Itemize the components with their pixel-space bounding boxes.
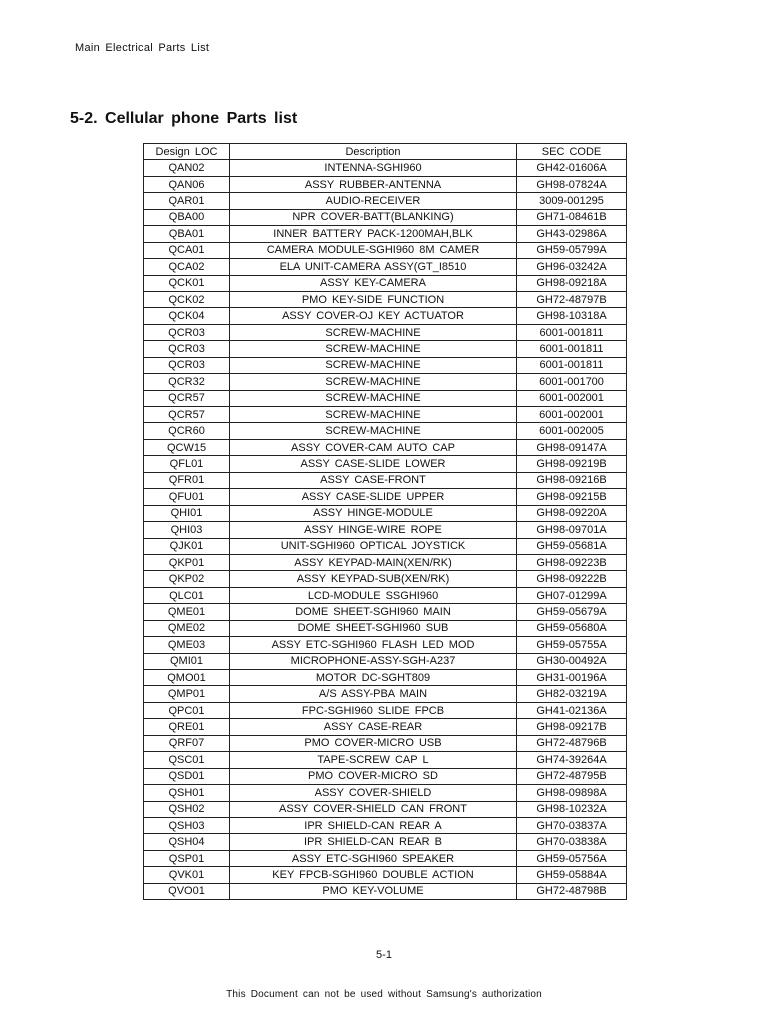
cell-description: PMO KEY-VOLUME (230, 883, 517, 899)
cell-sec-code: 6001-002001 (517, 390, 627, 406)
table-row (144, 834, 627, 850)
table-row (144, 538, 627, 554)
cell-description: UNIT-SGHI960 OPTICAL JOYSTICK (230, 538, 517, 554)
cell-sec-code: GH43-02986A (517, 226, 627, 242)
table-row (144, 587, 627, 603)
cell-description: SCREW-MACHINE (230, 357, 517, 373)
table-row (144, 390, 627, 406)
cell-design-loc: QAR01 (144, 193, 230, 209)
cell-design-loc: QKP01 (144, 554, 230, 570)
cell-sec-code: GH59-05884A (517, 867, 627, 883)
table-row (144, 817, 627, 833)
cell-design-loc: QSH03 (144, 817, 230, 833)
cell-design-loc: QCW15 (144, 439, 230, 455)
cell-design-loc: QAN02 (144, 160, 230, 176)
cell-design-loc: QHI03 (144, 522, 230, 538)
cell-sec-code: 6001-001700 (517, 374, 627, 390)
cell-sec-code: GH98-09219B (517, 456, 627, 472)
cell-description: SCREW-MACHINE (230, 374, 517, 390)
cell-design-loc: QRE01 (144, 719, 230, 735)
cell-design-loc: QFU01 (144, 489, 230, 505)
page-number: 5-1 (376, 949, 392, 961)
cell-description: CAMERA MODULE-SGHI960 8M CAMER (230, 242, 517, 258)
cell-sec-code: 6001-001811 (517, 341, 627, 357)
cell-description: SCREW-MACHINE (230, 423, 517, 439)
table-row (144, 571, 627, 587)
cell-description: ASSY ETC-SGHI960 SPEAKER (230, 850, 517, 866)
cell-design-loc: QPC01 (144, 702, 230, 718)
cell-sec-code: GH72-48795B (517, 768, 627, 784)
table-row (144, 522, 627, 538)
cell-design-loc: QFR01 (144, 472, 230, 488)
cell-sec-code: GH98-09222B (517, 571, 627, 587)
cell-sec-code: GH59-05681A (517, 538, 627, 554)
column-header-sec-code: SEC CODE (517, 144, 627, 160)
cell-description: TAPE-SCREW CAP L (230, 752, 517, 768)
parts-table-header (144, 144, 627, 160)
cell-sec-code: GH98-10318A (517, 308, 627, 324)
cell-description: FPC-SGHI960 SLIDE FPCB (230, 702, 517, 718)
cell-design-loc: QCK02 (144, 291, 230, 307)
cell-sec-code: GH07-01299A (517, 587, 627, 603)
cell-design-loc: QSC01 (144, 752, 230, 768)
cell-description: IPR SHIELD-CAN REAR B (230, 834, 517, 850)
cell-sec-code: GH98-09701A (517, 522, 627, 538)
table-row (144, 653, 627, 669)
cell-sec-code: GH72-48797B (517, 291, 627, 307)
cell-sec-code: GH98-10232A (517, 801, 627, 817)
cell-description: ASSY COVER-SHIELD (230, 785, 517, 801)
table-row (144, 752, 627, 768)
cell-design-loc: QAN06 (144, 176, 230, 192)
table-row (144, 456, 627, 472)
table-row (144, 604, 627, 620)
cell-design-loc: QCR03 (144, 357, 230, 373)
cell-design-loc: QRF07 (144, 735, 230, 751)
cell-description: IPR SHIELD-CAN REAR A (230, 817, 517, 833)
cell-description: ASSY KEYPAD-MAIN(XEN/RK) (230, 554, 517, 570)
column-header-description: Description (230, 144, 517, 160)
cell-design-loc: QJK01 (144, 538, 230, 554)
cell-sec-code: 6001-001811 (517, 357, 627, 373)
cell-design-loc: QME01 (144, 604, 230, 620)
cell-sec-code: 3009-001295 (517, 193, 627, 209)
table-row (144, 291, 627, 307)
cell-design-loc: QSD01 (144, 768, 230, 784)
cell-sec-code: GH98-09223B (517, 554, 627, 570)
cell-design-loc: QBA01 (144, 226, 230, 242)
cell-description: DOME SHEET-SGHI960 MAIN (230, 604, 517, 620)
table-row (144, 423, 627, 439)
cell-design-loc: QME02 (144, 620, 230, 636)
cell-sec-code: GH42-01606A (517, 160, 627, 176)
header-row (144, 144, 627, 160)
cell-sec-code: GH59-05756A (517, 850, 627, 866)
cell-sec-code: GH96-03242A (517, 259, 627, 275)
cell-sec-code: GH98-09217B (517, 719, 627, 735)
cell-sec-code: GH70-03837A (517, 817, 627, 833)
cell-description: SCREW-MACHINE (230, 407, 517, 423)
cell-description: ELA UNIT-CAMERA ASSY(GT_I8510 (230, 259, 517, 275)
table-row (144, 160, 627, 176)
cell-design-loc: QCA01 (144, 242, 230, 258)
table-row (144, 768, 627, 784)
cell-sec-code: GH59-05755A (517, 637, 627, 653)
cell-description: ASSY KEY-CAMERA (230, 275, 517, 291)
cell-sec-code: GH31-00196A (517, 670, 627, 686)
cell-design-loc: QFL01 (144, 456, 230, 472)
cell-design-loc: QSH02 (144, 801, 230, 817)
cell-sec-code: GH72-48798B (517, 883, 627, 899)
cell-description: INTENNA-SGHI960 (230, 160, 517, 176)
table-row (144, 554, 627, 570)
table-row (144, 785, 627, 801)
cell-design-loc: QME03 (144, 637, 230, 653)
cell-sec-code: 6001-002005 (517, 423, 627, 439)
cell-sec-code: GH74-39264A (517, 752, 627, 768)
cell-description: ASSY CASE-SLIDE UPPER (230, 489, 517, 505)
cell-design-loc: QSP01 (144, 850, 230, 866)
cell-sec-code: GH98-09147A (517, 439, 627, 455)
cell-description: PMO COVER-MICRO SD (230, 768, 517, 784)
cell-design-loc: QCR57 (144, 407, 230, 423)
table-row (144, 259, 627, 275)
parts-table (143, 143, 627, 900)
table-row (144, 308, 627, 324)
table-row (144, 702, 627, 718)
cell-sec-code: GH59-05799A (517, 242, 627, 258)
cell-description: ASSY CASE-REAR (230, 719, 517, 735)
table-row (144, 489, 627, 505)
cell-design-loc: QBA00 (144, 209, 230, 225)
table-row (144, 637, 627, 653)
cell-description: LCD-MODULE SSGHI960 (230, 587, 517, 603)
cell-description: SCREW-MACHINE (230, 341, 517, 357)
table-row (144, 505, 627, 521)
cell-design-loc: QSH01 (144, 785, 230, 801)
cell-description: INNER BATTERY PACK-1200MAH,BLK (230, 226, 517, 242)
cell-description: ASSY COVER-OJ KEY ACTUATOR (230, 308, 517, 324)
table-row (144, 193, 627, 209)
table-row (144, 374, 627, 390)
cell-description: ASSY ETC-SGHI960 FLASH LED MOD (230, 637, 517, 653)
cell-description: PMO KEY-SIDE FUNCTION (230, 291, 517, 307)
cell-description: MOTOR DC-SGHT809 (230, 670, 517, 686)
table-row (144, 719, 627, 735)
cell-design-loc: QVO01 (144, 883, 230, 899)
cell-design-loc: QSH04 (144, 834, 230, 850)
running-header: Main Electrical Parts List (75, 42, 210, 54)
cell-description: ASSY COVER-SHIELD CAN FRONT (230, 801, 517, 817)
cell-sec-code: GH98-09218A (517, 275, 627, 291)
cell-description: ASSY RUBBER-ANTENNA (230, 176, 517, 192)
cell-sec-code: GH70-03838A (517, 834, 627, 850)
cell-sec-code: GH30-00492A (517, 653, 627, 669)
cell-description: AUDIO-RECEIVER (230, 193, 517, 209)
cell-sec-code: GH98-07824A (517, 176, 627, 192)
table-row (144, 226, 627, 242)
cell-sec-code: 6001-001811 (517, 324, 627, 340)
cell-description: MICROPHONE-ASSY-SGH-A237 (230, 653, 517, 669)
cell-description: ASSY CASE-SLIDE LOWER (230, 456, 517, 472)
cell-design-loc: QMI01 (144, 653, 230, 669)
cell-description: KEY FPCB-SGHI960 DOUBLE ACTION (230, 867, 517, 883)
table-row (144, 850, 627, 866)
section-title: 5-2. Cellular phone Parts list (70, 110, 298, 127)
table-row (144, 472, 627, 488)
column-header-design-loc: Design LOC (144, 144, 230, 160)
cell-sec-code: GH41-02136A (517, 702, 627, 718)
cell-design-loc: QCR03 (144, 341, 230, 357)
table-row (144, 620, 627, 636)
cell-design-loc: QVK01 (144, 867, 230, 883)
cell-sec-code: GH98-09216B (517, 472, 627, 488)
table-row (144, 867, 627, 883)
cell-sec-code: GH59-05679A (517, 604, 627, 620)
cell-sec-code: GH72-48796B (517, 735, 627, 751)
cell-design-loc: QMP01 (144, 686, 230, 702)
cell-sec-code: 6001-002001 (517, 407, 627, 423)
table-row (144, 883, 627, 899)
cell-design-loc: QCR60 (144, 423, 230, 439)
cell-sec-code: GH98-09215B (517, 489, 627, 505)
table-row (144, 357, 627, 373)
cell-sec-code: GH98-09898A (517, 785, 627, 801)
cell-description: ASSY CASE-FRONT (230, 472, 517, 488)
cell-sec-code: GH59-05680A (517, 620, 627, 636)
cell-description: SCREW-MACHINE (230, 390, 517, 406)
cell-description: NPR COVER-BATT(BLANKING) (230, 209, 517, 225)
parts-table-body (144, 160, 627, 900)
footer-notice: This Document can not be used without Samsung's authorization (226, 989, 542, 1000)
table-row (144, 242, 627, 258)
cell-sec-code: GH98-09220A (517, 505, 627, 521)
cell-design-loc: QCR03 (144, 324, 230, 340)
cell-description: SCREW-MACHINE (230, 324, 517, 340)
table-row (144, 801, 627, 817)
table-row (144, 275, 627, 291)
cell-description: ASSY KEYPAD-SUB(XEN/RK) (230, 571, 517, 587)
cell-description: ASSY HINGE-MODULE (230, 505, 517, 521)
cell-description: A/S ASSY-PBA MAIN (230, 686, 517, 702)
cell-sec-code: GH82-03219A (517, 686, 627, 702)
cell-design-loc: QLC01 (144, 587, 230, 603)
table-row (144, 176, 627, 192)
cell-description: ASSY HINGE-WIRE ROPE (230, 522, 517, 538)
table-row (144, 324, 627, 340)
cell-design-loc: QMO01 (144, 670, 230, 686)
cell-description: DOME SHEET-SGHI960 SUB (230, 620, 517, 636)
table-row (144, 209, 627, 225)
table-row (144, 341, 627, 357)
cell-design-loc: QCK04 (144, 308, 230, 324)
cell-design-loc: QCR32 (144, 374, 230, 390)
table-row (144, 407, 627, 423)
cell-design-loc: QCK01 (144, 275, 230, 291)
cell-description: ASSY COVER-CAM AUTO CAP (230, 439, 517, 455)
table-row (144, 670, 627, 686)
cell-design-loc: QKP02 (144, 571, 230, 587)
cell-description: PMO COVER-MICRO USB (230, 735, 517, 751)
cell-design-loc: QHI01 (144, 505, 230, 521)
table-row (144, 439, 627, 455)
table-row (144, 735, 627, 751)
cell-design-loc: QCA02 (144, 259, 230, 275)
cell-sec-code: GH71-08461B (517, 209, 627, 225)
table-row (144, 686, 627, 702)
cell-design-loc: QCR57 (144, 390, 230, 406)
